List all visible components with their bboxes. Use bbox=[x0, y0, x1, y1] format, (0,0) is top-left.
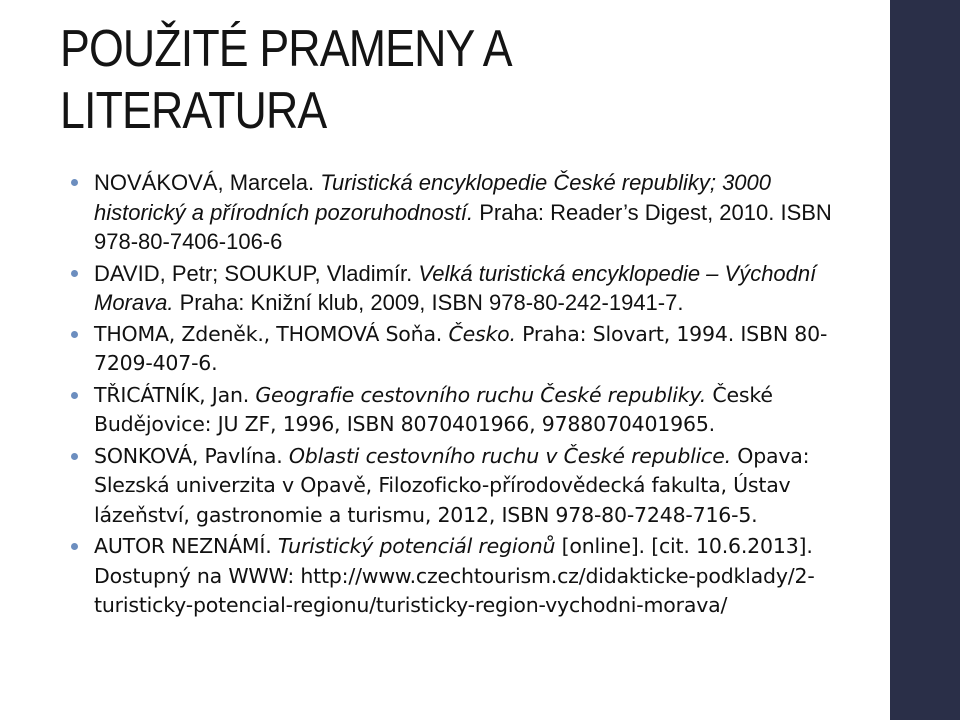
reference-publication: Praha: Reader’s Digest, 2010. ISBN 978-80-7406-106-6 bbox=[94, 199, 832, 254]
bullet-dot-icon bbox=[68, 442, 80, 472]
reference-item bbox=[62, 259, 842, 318]
reference-item bbox=[62, 442, 842, 531]
reference-item bbox=[62, 320, 842, 379]
reference-item bbox=[62, 532, 842, 621]
reference-title: Oblasti cestovního ruchu v České republice. bbox=[288, 443, 731, 468]
reference-publication: Praha: Knižní klub, 2009, ISBN 978-80-242-1941-7. bbox=[173, 290, 684, 315]
reference-title: Česko. bbox=[448, 321, 516, 346]
reference-publication: [online]. [cit. 10.6.2013]. Dostupný na WWW: http://www.czechtourism.cz/didakticke-podklady/2-turisticky-potencial-regionu/turisticky-region-vychodni-morava/ bbox=[94, 534, 815, 617]
reference-publication: Praha: Slovart, 1994. ISBN 80-7209-407-6. bbox=[94, 321, 828, 375]
reference-author: AUTOR NEZNÁMÍ. bbox=[94, 534, 278, 558]
reference-publication: České Budějovice: JU ZF, 1996, ISBN 8070401966, 9788070401965. bbox=[94, 382, 773, 436]
side-accent-bar bbox=[890, 0, 960, 720]
bullet-dot-icon bbox=[68, 168, 80, 198]
reference-title: Turistický potenciál regionů bbox=[277, 534, 556, 558]
reference-title: Velká turistická encyklopedie – Východní Morava. bbox=[94, 260, 817, 315]
bullet-dot-icon bbox=[68, 381, 80, 411]
bullet-dot-icon bbox=[68, 532, 80, 562]
reference-title: Geografie cestovního ruchu České republiky. bbox=[255, 382, 707, 407]
reference-item bbox=[62, 168, 842, 257]
reference-author: THOMA, Zdeněk., THOMOVÁ Soňa. bbox=[94, 321, 449, 346]
reference-author: SONKOVÁ, Pavlína. bbox=[94, 443, 289, 468]
reference-author: DAVID, Petr; SOUKUP, Vladimír. bbox=[94, 260, 419, 286]
reference-author: TŘICÁTNÍK, Jan. bbox=[94, 382, 256, 407]
reference-list bbox=[62, 168, 842, 621]
bullet-dot-icon bbox=[68, 320, 80, 350]
slide-title bbox=[60, 18, 731, 142]
reference-author: NOVÁKOVÁ, Marcela. bbox=[94, 170, 321, 195]
title-line-1: POUŽITÉ PRAMENY A bbox=[60, 20, 512, 78]
reference-item bbox=[62, 381, 842, 440]
bullet-dot-icon bbox=[68, 259, 80, 289]
reference-title: Turistická encyklopedie České republiky; 3000 historický a přírodních pozoruhodností. bbox=[94, 170, 772, 225]
title-line-2: LITERATURA bbox=[60, 82, 327, 140]
reference-publication: Opava: Slezská univerzita v Opavě, Filozoficko-přírodovědecká fakulta, Ústav lázeňství, gastronomie a turismu, 2012, ISBN 978-80-7248-716-5. bbox=[94, 443, 810, 527]
